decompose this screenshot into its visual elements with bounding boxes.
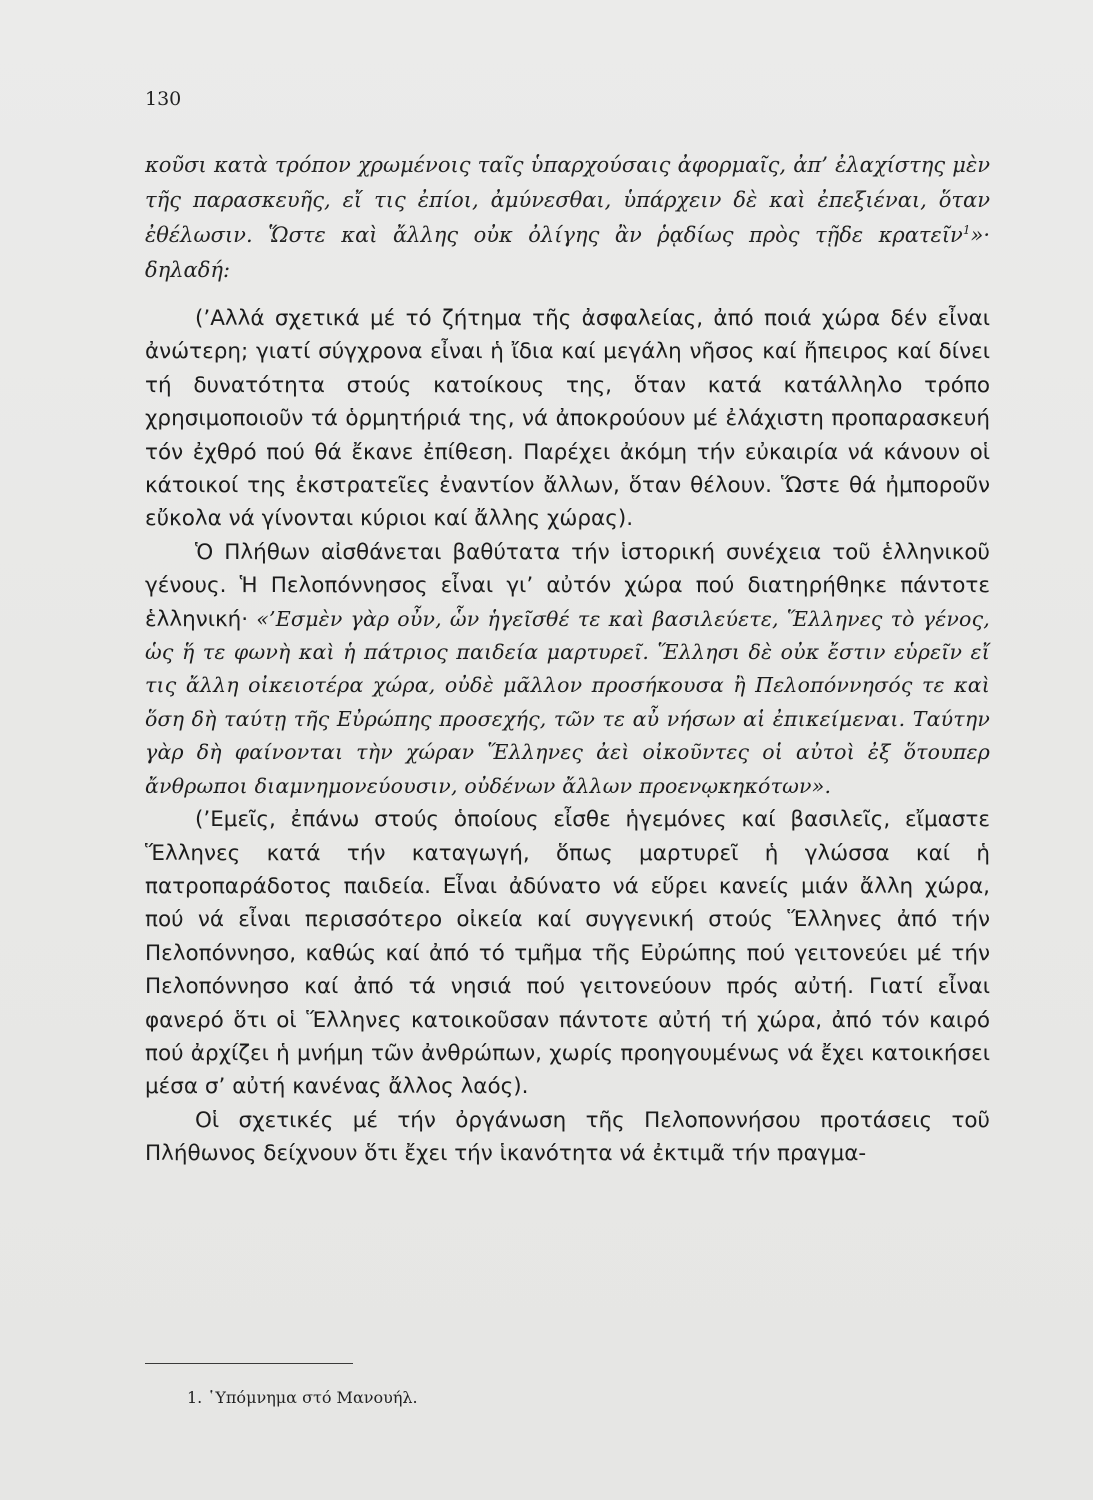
paragraph-plethon-continuity	[145, 536, 990, 803]
footnote-divider	[145, 1363, 353, 1364]
footnote-mark: 1	[962, 223, 971, 237]
paragraph-lead-text: Ὁ Πλήθων αἰσθάνεται βαθύτατα τήν ἱστορική συνέχεια τοῦ ἑλληνικοῦ γένους. Ἡ Πελοπόννησος εἶναι γι’ αὐτόν χώρα πού διατηρήθηκε πάντοτε ἑλληνική·	[145, 539, 990, 632]
page-number: 130	[145, 88, 182, 110]
body-text	[145, 148, 990, 1171]
paragraph-translation-2: (’Εμεῖς, ἐπάνω στούς ὁποίους εἶσθε ἡγεμόνες καί βασιλεῖς, εἴμαστε Ἕλληνες κατά τήν καταγωγή, ὅπως μαρτυρεῖ ἡ γλώσσα καί ἡ πατροπαράδοτος παιδεία. Εἶναι ἀδύνατο νά εὕρει κανείς μιάν ἄλλη χώρα, πού νά εἶναι περισσότερο οἰκεία καί συγγενική στούς Ἕλληνες ἀπό τήν Πελοπόννησο, καθώς καί ἀπό τό τμῆμα τῆς Εὐρώπης πού γειτονεύει μέ τήν Πελοπόννησο καί ἀπό τά νησιά πού γειτονεύουν πρός αὐτή. Γιατί εἶναι φανερό ὅτι οἱ Ἕλληνες κατοικοῦσαν πάντοτε αὐτή τή χώρα, ἀπό τόν καιρό πού ἀρχίζει ἡ μνήμη τῶν ἀνθρώπων, χωρίς προηγουμένως νά ἔχει κατοικήσει μέσα σ’ αὐτή κανένας ἄλλος λαός).	[145, 807, 990, 1100]
ancient-quote-inline: «’Εσμὲν γὰρ οὖν, ὧν ἡγεῖσθέ τε καὶ βασιλεύετε, Ἕλληνες τὸ γένος, ὡς ἥ τε φωνὴ καὶ ἡ πάτριος παιδεία μαρτυρεῖ. Ἕλλησι δὲ οὐκ ἔστιν εὑρεῖν εἴ τις ἄλλη οἰκειοτέρα χώρα, οὐδὲ μᾶλλον προσήκουσα ἢ Πελοπόννησός τε καὶ ὅση δὴ ταύτῃ τῆς Εὐρώπης προσεχής, τῶν τε αὖ νήσων αἱ ἐπικείμεναι. Ταύτην γὰρ δὴ φαίνονται τὴν χώραν Ἕλληνες ἀεὶ οἰκοῦντες οἱ αὐτοὶ ἐξ ὅτουπερ ἄνθρωποι διαμνημονεύουσιν, οὐδένων ἄλλων προενῳκηκότων».	[145, 606, 990, 798]
ancient-greek-quote	[145, 148, 990, 288]
paragraph-organization: Οἱ σχετικές μέ τήν ὀργάνωση τῆς Πελοποννήσου προτάσεις τοῦ Πλήθωνος δείχνουν ὅτι ἔχει τήν ἱκανότητα νά ἐκτιμᾶ τήν πραγμα-	[145, 1107, 990, 1167]
ancient-quote-text: κοῦσι κατὰ τρόπον χρωμένοις ταῖς ὑπαρχούσαις ἀφορμαῖς, ἀπ’ ἐλαχίστης μὲν τῆς παρασκευῆς, εἴ τις ἐπίοι, ἀμύνεσθαι, ὑπάρχειν δὲ καὶ ἐπεξιέναι, ὅταν ἐθέλωσιν. Ὥστε καὶ ἄλλης οὐκ ὀλίγης ἂν ῥᾳδίως πρὸς τῇδε κρατεῖν	[145, 153, 990, 247]
footnote: 1. ῾Υπόμνημα στό Μανουήλ.	[187, 1388, 418, 1407]
ancient-quote-tail: »· δηλαδή:	[145, 223, 990, 282]
paragraph-translation-1: (’Αλλά σχετικά μέ τό ζήτημα τῆς ἀσφαλείας, ἀπό ποιά χώρα δέν εἶναι ἀνώτερη; γιατί σύγχρονα εἶναι ἡ ἴδια καί μεγάλη νῆσος καί ἤπειρος καί δίνει τή δυνατότητα στούς κατοίκους της, ὅταν κατά κατάλληλο τρόπο χρησιμοποιοῦν τά ὁρμητήριά της, νά ἀποκρούουν μέ ἐλάχιστη προπαρασκευή τόν ἐχθρό πού θά ἔκανε ἐπίθεση. Παρέχει ἀκόμη τήν εὐκαιρία νά κάνουν οἱ κάτοικοί της ἐκστρατεῖες ἐναντίον ἄλλων, ὅταν θέλουν. Ὥστε θά ἠμποροῦν εὔκολα νά γίνονται κύριοι καί ἄλλης χώρας).	[145, 306, 990, 532]
